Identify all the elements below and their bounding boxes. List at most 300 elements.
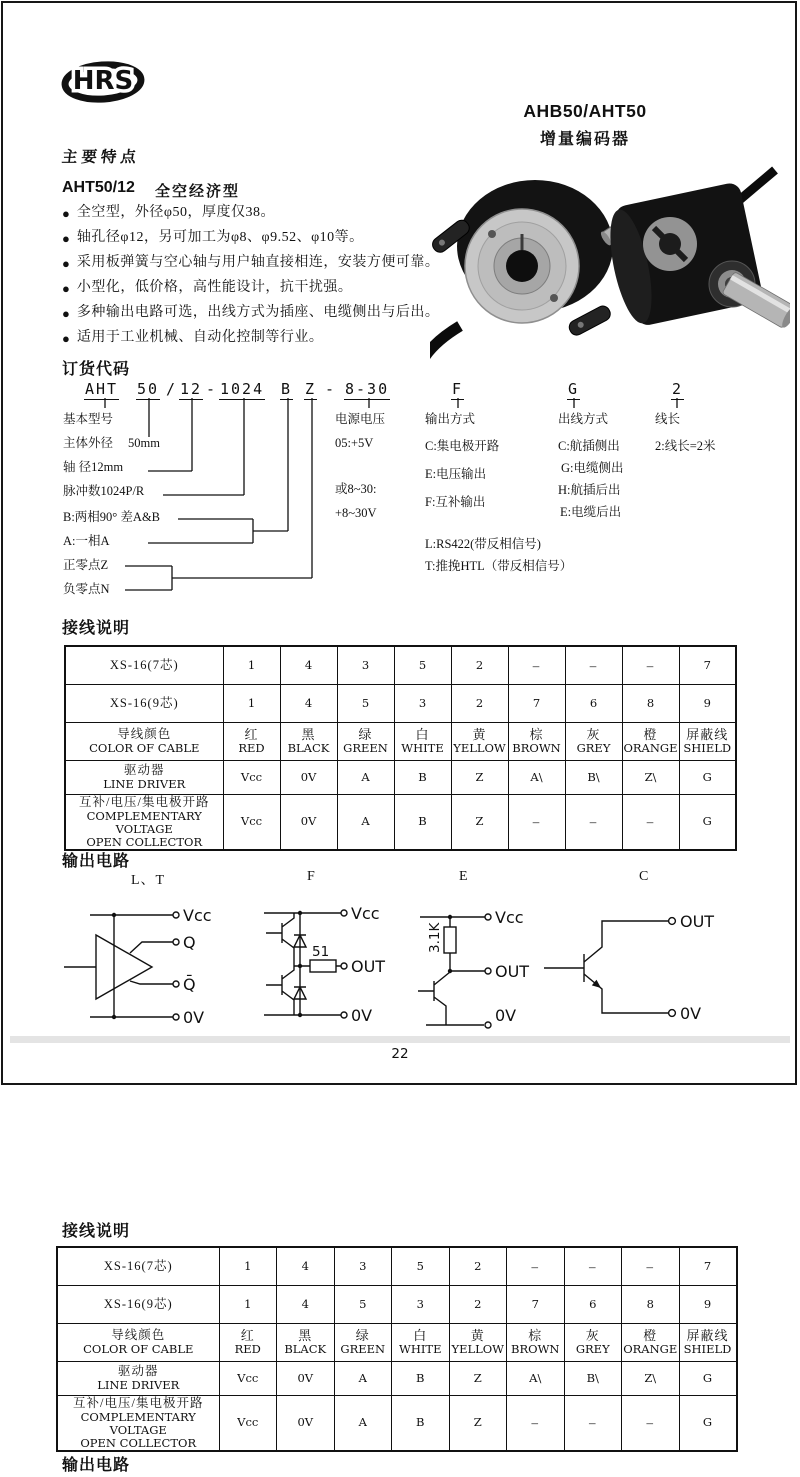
cell-line: ORANGE <box>623 741 678 755</box>
cell-line: 6 <box>589 695 598 710</box>
ordering-label-exit-g: G:电缆侧出 <box>561 461 624 475</box>
ordering-label-body-dia-val: 50mm <box>128 436 160 450</box>
ordering-label-out-c: C:集电极开路 <box>425 439 500 453</box>
table-cell <box>223 684 280 722</box>
table-cell <box>219 1395 277 1451</box>
label-line: OPEN COLLECTOR <box>86 834 203 849</box>
ordering-label-supply-830v: +8~30V <box>335 506 377 520</box>
cell-line: Z\ <box>644 1370 657 1385</box>
table-cell <box>280 684 337 722</box>
table-cell <box>507 1247 565 1285</box>
ordering-heading: 订货代码 <box>62 361 131 378</box>
table-cell <box>394 722 451 760</box>
cell-line: G <box>702 814 712 828</box>
circuit-label-lt: L、T <box>131 873 166 888</box>
ordering-label-phase-a: A:一相A <box>63 534 110 548</box>
cell-line: 1 <box>247 657 256 672</box>
table-cell <box>394 646 451 684</box>
cell-line: G <box>702 1415 713 1429</box>
table-cell <box>219 1285 277 1323</box>
bullet-icon: ● <box>62 206 70 221</box>
cell-line: 白 <box>415 727 430 742</box>
cell-line: 灰 <box>585 1328 600 1343</box>
ordering-label-pulses: 脉冲数1024P/R <box>63 484 145 498</box>
table-cell <box>280 722 337 760</box>
table-row <box>65 684 736 722</box>
circuit-lt <box>64 906 212 1027</box>
bullet-icon: ● <box>62 331 70 346</box>
table-cell <box>622 646 679 684</box>
ordering-label-out-mode: 输出方式 <box>425 412 476 426</box>
circuit-e <box>418 908 529 1028</box>
cell-line: B <box>418 814 427 828</box>
table-row <box>65 722 736 760</box>
table-cell <box>451 760 508 794</box>
feature-bullet <box>62 304 439 329</box>
cell-line: 黑 <box>298 1328 313 1343</box>
cell-line: 黄 <box>472 727 487 742</box>
f-out-label: OUT <box>351 957 386 976</box>
cell-line: BROWN <box>512 741 561 755</box>
cell-line: 黄 <box>470 1328 485 1343</box>
ordering-label-zero-pos: 正零点Z <box>63 558 109 572</box>
ordering-connector-lines <box>60 396 760 598</box>
table-cell <box>622 684 679 722</box>
cell-line: G <box>702 1370 713 1385</box>
table-cell <box>679 1323 737 1361</box>
ordering-label-supply-5v: 05:+5V <box>335 436 374 450</box>
cell-line: 橙 <box>643 727 658 742</box>
label-line: VOLTAGE <box>115 821 173 836</box>
bullet-icon: ● <box>62 231 70 246</box>
table-cell <box>449 1285 507 1323</box>
cell-line: A <box>358 1370 367 1385</box>
f-resistor-label: 51 <box>312 944 330 960</box>
table-cell <box>334 1361 392 1395</box>
table-cell <box>679 684 736 722</box>
feature-text: 轴孔径φ12，另可加工为φ8、φ9.52、φ10等。 <box>76 230 364 245</box>
cell-line: 绿 <box>355 1328 370 1343</box>
table-row <box>57 1361 737 1395</box>
cell-line: 1 <box>244 1258 252 1273</box>
cell-line: WHITE <box>399 1342 442 1356</box>
table-cell <box>219 1323 277 1361</box>
table-cell <box>392 1361 450 1395</box>
label-line: COMPLEMENTARY <box>80 1409 196 1424</box>
e-0v-label: 0V <box>495 1006 517 1025</box>
table-cell <box>564 1285 622 1323</box>
cell-line: GREY <box>575 1342 610 1356</box>
cell-line: – <box>531 1258 539 1274</box>
label-line: COMPLEMENTARY <box>86 808 202 823</box>
circuit-label-e: E <box>459 869 469 884</box>
ordering-label-out-t: T:推挽HTL（带反相信号） <box>425 559 573 573</box>
cell-line: 5 <box>418 657 427 672</box>
hrs-logo-icon <box>60 56 146 106</box>
cell-line: Vcc <box>237 1370 259 1385</box>
table-cell <box>565 684 622 722</box>
cell-line: Vcc <box>237 1415 259 1429</box>
ordering-label-exit-mode: 出线方式 <box>558 412 609 426</box>
lt-qbar-label: Q̄ <box>183 975 196 994</box>
cell-line: SHIELD <box>683 741 732 755</box>
cell-line: 1 <box>247 695 256 710</box>
table-cell <box>280 760 337 794</box>
table-cell <box>451 794 508 850</box>
ordering-label-phase-b: B:两相90° 差A&B <box>63 510 161 524</box>
table-cell <box>508 722 565 760</box>
table-cell <box>223 760 280 794</box>
feature-bullet <box>62 279 439 304</box>
table-cell <box>679 1395 737 1451</box>
table-cell <box>334 1395 392 1451</box>
label-line: COLOR OF CABLE <box>83 1342 194 1356</box>
ordering-label-length-2: 2:线长=2米 <box>655 439 716 453</box>
cell-line: B <box>416 1370 425 1385</box>
table-cell <box>394 684 451 722</box>
cell-line: Z\ <box>644 769 657 784</box>
table-cell <box>679 1285 737 1323</box>
cell-line: – <box>589 657 598 673</box>
cell-line: Z <box>473 1370 482 1385</box>
table-row <box>57 1247 737 1285</box>
cell-line: GREEN <box>340 1342 386 1356</box>
ordering-code-part: 12 <box>180 380 203 398</box>
table-cell <box>622 1361 680 1395</box>
table-cell <box>622 1323 680 1361</box>
table-cell <box>277 1247 335 1285</box>
cell-line: A\ <box>529 1370 542 1385</box>
circuit-c <box>544 912 714 1023</box>
cell-line: YELLOW <box>453 741 506 755</box>
f-0v-label: 0V <box>351 1006 373 1025</box>
cell-line: 黑 <box>301 727 316 742</box>
table-cell <box>508 646 565 684</box>
feature-list <box>62 204 439 354</box>
table-cell <box>337 646 394 684</box>
cell-line: B\ <box>586 1370 599 1385</box>
cell-line: BLACK <box>284 1342 327 1356</box>
label-line: 导线颜色 <box>117 727 172 741</box>
cell-line: 屏蔽线 <box>686 727 729 742</box>
wiring-heading-1: 接线说明 <box>62 620 131 637</box>
label-line: VOLTAGE <box>109 1422 167 1437</box>
label-line: 互补/电压/集电极开路 <box>79 794 210 809</box>
cell-line: 8 <box>646 695 655 710</box>
table-cell <box>277 1361 335 1395</box>
ordering-label-length: 线长 <box>655 412 681 426</box>
ordering-code-part: / <box>166 380 178 398</box>
cell-line: 9 <box>703 695 711 710</box>
cell-line: – <box>532 657 541 673</box>
cell-line: 2 <box>475 695 484 710</box>
feature-text: 小型化，低价格，高性能设计，抗干扰强。 <box>76 280 353 295</box>
bullet-icon: ● <box>62 256 70 271</box>
output-circuits-diagram <box>60 893 760 1035</box>
features-type: 全空经济型 <box>155 183 241 200</box>
cell-line: 5 <box>361 695 370 710</box>
encoder-right <box>599 170 790 330</box>
table-cell <box>565 794 622 850</box>
cell-line: 4 <box>301 1258 309 1273</box>
encoder-left <box>430 180 613 358</box>
table-cell <box>622 722 679 760</box>
ordering-label-out-e: E:电压输出 <box>425 467 487 481</box>
cell-line: 棕 <box>528 1328 543 1343</box>
feature-text: 全空型，外径φ50，厚度仅38。 <box>76 205 275 220</box>
encoder-photo-illustration <box>430 166 790 364</box>
cell-line: 4 <box>301 1296 309 1311</box>
ordering-label-shaft-dia: 轴 径12mm <box>63 460 124 474</box>
cell-line: 3 <box>359 1258 367 1273</box>
cell-line: RED <box>238 741 265 755</box>
table-cell <box>219 1361 277 1395</box>
cell-line: 2 <box>474 1258 482 1273</box>
ordering-code-part: 2 <box>672 380 684 398</box>
table-row <box>57 1323 737 1361</box>
table-cell <box>223 794 280 850</box>
table-cell <box>337 760 394 794</box>
feature-text: 采用板弹簧与空心轴与用户轴直接相连，安装方便可靠。 <box>76 255 440 270</box>
page-subtitle: 增量编码器 <box>539 131 630 148</box>
cell-line: BLACK <box>287 741 330 755</box>
ordering-code-part: G <box>568 380 580 398</box>
label-line: LINE DRIVER <box>103 777 186 791</box>
cell-line: 2 <box>475 657 484 672</box>
hrs-logo <box>60 56 146 111</box>
table-cell <box>679 722 736 760</box>
ordering-code-part: F <box>452 380 464 398</box>
bullet-icon: ● <box>62 306 70 321</box>
cell-line: 0V <box>297 1370 314 1385</box>
c-0v-label: 0V <box>680 1004 702 1023</box>
cell-line: 5 <box>416 1258 424 1273</box>
ordering-label-out-l: L:RS422(带反相信号) <box>425 537 541 551</box>
cell-line: 8 <box>646 1296 654 1311</box>
table-cell <box>508 684 565 722</box>
ordering-code-part: 1024 <box>220 380 265 398</box>
f-vcc-label: Vcc <box>351 904 380 923</box>
cell-line: 4 <box>304 657 313 672</box>
cell-line: – <box>589 814 598 829</box>
cell-line: 6 <box>589 1296 597 1311</box>
cell-line: 2 <box>474 1296 482 1311</box>
cell-line: 7 <box>703 657 711 672</box>
table-cell <box>508 760 565 794</box>
e-vcc-label: Vcc <box>495 908 524 927</box>
label-line: 驱动器 <box>123 763 165 777</box>
c-out-label: OUT <box>680 912 715 931</box>
ordering-label-exit-h: H:航插后出 <box>558 483 621 497</box>
ordering-label-base-model: 基本型号 <box>63 412 114 426</box>
cell-line: B <box>416 1415 425 1429</box>
table-cell <box>622 1285 680 1323</box>
table-cell <box>622 760 679 794</box>
table-cell <box>280 794 337 850</box>
label-line: 互补/电压/集电极开路 <box>73 1395 204 1410</box>
ordering-code-part: 8-30 <box>345 380 390 398</box>
cell-line: WHITE <box>401 741 444 755</box>
cell-line: Z <box>475 769 484 784</box>
e-out-label: OUT <box>495 962 530 981</box>
cell-line: 屏蔽线 <box>686 1328 729 1343</box>
table-cell <box>334 1323 392 1361</box>
cell-line: GREEN <box>343 741 388 755</box>
cell-line: 7 <box>531 1296 539 1311</box>
table-cell <box>449 1395 507 1451</box>
table-cell <box>507 1323 565 1361</box>
feature-bullet <box>62 204 439 229</box>
table-cell <box>337 794 394 850</box>
circuits-heading-2: 输出电路 <box>62 1457 131 1474</box>
cell-line: 3 <box>418 695 427 710</box>
cell-line: – <box>646 814 655 829</box>
table-cell <box>564 1323 622 1361</box>
table-cell <box>622 1247 680 1285</box>
table-row <box>57 1395 737 1451</box>
cell-line: B <box>418 769 427 784</box>
ordering-code-part: - <box>206 380 218 398</box>
row-label-cell <box>65 722 223 760</box>
table-cell <box>507 1285 565 1323</box>
table-cell <box>219 1247 277 1285</box>
row-label-cell <box>65 760 223 794</box>
table-cell <box>565 760 622 794</box>
e-resistor-label: 3.1K <box>427 922 443 953</box>
table-cell <box>564 1395 622 1451</box>
cell-line: 1 <box>244 1296 252 1311</box>
table-cell <box>449 1247 507 1285</box>
cell-line: 灰 <box>586 727 601 742</box>
features-model: AHT50/12 <box>62 179 135 196</box>
table-row <box>57 1285 737 1323</box>
table-cell <box>622 794 679 850</box>
table-row <box>65 794 736 850</box>
cell-line: 橙 <box>643 1328 658 1343</box>
table-cell <box>679 760 736 794</box>
cell-line: 红 <box>244 727 259 742</box>
table-cell <box>679 1247 737 1285</box>
cell-line: A\ <box>530 769 543 784</box>
row-label-cell <box>57 1285 219 1323</box>
cell-line: BROWN <box>511 1342 560 1356</box>
table-cell <box>565 722 622 760</box>
table-row <box>65 646 736 684</box>
table-cell <box>451 646 508 684</box>
label-line: LINE DRIVER <box>97 1378 180 1392</box>
cell-line: A <box>361 814 370 828</box>
cell-line: 0V <box>300 769 317 784</box>
page-title: AHB50/AHT50 <box>523 101 647 121</box>
cell-line: 7 <box>532 695 541 710</box>
table-cell <box>392 1395 450 1451</box>
table-cell <box>277 1285 335 1323</box>
feature-text: 适用于工业机械、自动化控制等行业。 <box>76 330 324 345</box>
ordering-label-exit-e: E:电缆后出 <box>560 505 622 519</box>
cell-line: – <box>646 657 655 673</box>
table-cell <box>679 794 736 850</box>
ordering-code-part: 50 <box>137 380 160 398</box>
table-cell <box>508 794 565 850</box>
product-photo <box>430 166 790 364</box>
label-line: OPEN COLLECTOR <box>80 1435 197 1450</box>
row-label-cell <box>57 1361 219 1395</box>
cell-line: 4 <box>304 695 313 710</box>
cell-line: – <box>646 1415 654 1430</box>
cell-line: 3 <box>361 657 370 672</box>
cell-line: – <box>589 1258 597 1274</box>
cell-line: 0V <box>300 814 317 828</box>
cell-line: Z <box>473 1415 482 1429</box>
table-cell <box>337 722 394 760</box>
table-cell <box>451 684 508 722</box>
cell-line: YELLOW <box>451 1342 504 1356</box>
cell-line: 7 <box>703 1258 712 1273</box>
table-cell <box>392 1247 450 1285</box>
cell-line: ORANGE <box>623 1342 678 1356</box>
table-cell <box>277 1323 335 1361</box>
cell-line: A <box>361 769 370 784</box>
table-cell <box>564 1247 622 1285</box>
cell-line: 绿 <box>358 727 373 742</box>
cell-line: A <box>358 1415 367 1429</box>
table-cell <box>223 646 280 684</box>
ordering-code-part: Z <box>305 380 317 398</box>
table-cell <box>394 760 451 794</box>
footer-separator <box>10 1036 790 1043</box>
cell-line: G <box>702 769 712 784</box>
label-line: 驱动器 <box>117 1364 159 1378</box>
table-cell <box>622 1395 680 1451</box>
wiring-heading-2: 接线说明 <box>62 1223 131 1240</box>
cell-line: Vcc <box>240 814 263 828</box>
ordering-code-part: B <box>281 380 293 398</box>
cell-line: SHIELD <box>683 1342 732 1356</box>
lt-q-label: Q <box>183 933 196 952</box>
cell-line: 3 <box>416 1296 424 1311</box>
feature-bullet <box>62 229 439 254</box>
cell-line: GREY <box>576 741 611 755</box>
cell-line: 白 <box>413 1328 428 1343</box>
row-label-cell <box>65 646 223 684</box>
label-line: COLOR OF CABLE <box>89 741 200 755</box>
features-heading: 主要特点 <box>60 149 141 166</box>
table-cell <box>507 1395 565 1451</box>
cell-line: – <box>589 1415 597 1430</box>
row-label-cell <box>57 1323 219 1361</box>
table-cell <box>277 1395 335 1451</box>
bullet-icon: ● <box>62 281 70 296</box>
label-line: 导线颜色 <box>111 1328 166 1342</box>
feature-text: 多种输出电路可选，出线方式为插座、电缆侧出与后出。 <box>76 305 440 320</box>
table-cell <box>334 1285 392 1323</box>
table-cell <box>449 1323 507 1361</box>
table-cell <box>451 722 508 760</box>
table-cell <box>679 646 736 684</box>
ordering-label-out-f: F:互补输出 <box>425 495 486 509</box>
table-cell <box>564 1361 622 1395</box>
cell-line: – <box>646 1258 654 1274</box>
table-cell <box>223 722 280 760</box>
row-label-cell <box>57 1395 219 1451</box>
table-cell <box>334 1247 392 1285</box>
table-cell <box>337 684 394 722</box>
feature-bullet <box>62 329 439 354</box>
cell-line: 红 <box>240 1328 255 1343</box>
circuit-f <box>264 904 385 1025</box>
cell-line: B\ <box>587 769 600 784</box>
table-cell <box>679 1361 737 1395</box>
